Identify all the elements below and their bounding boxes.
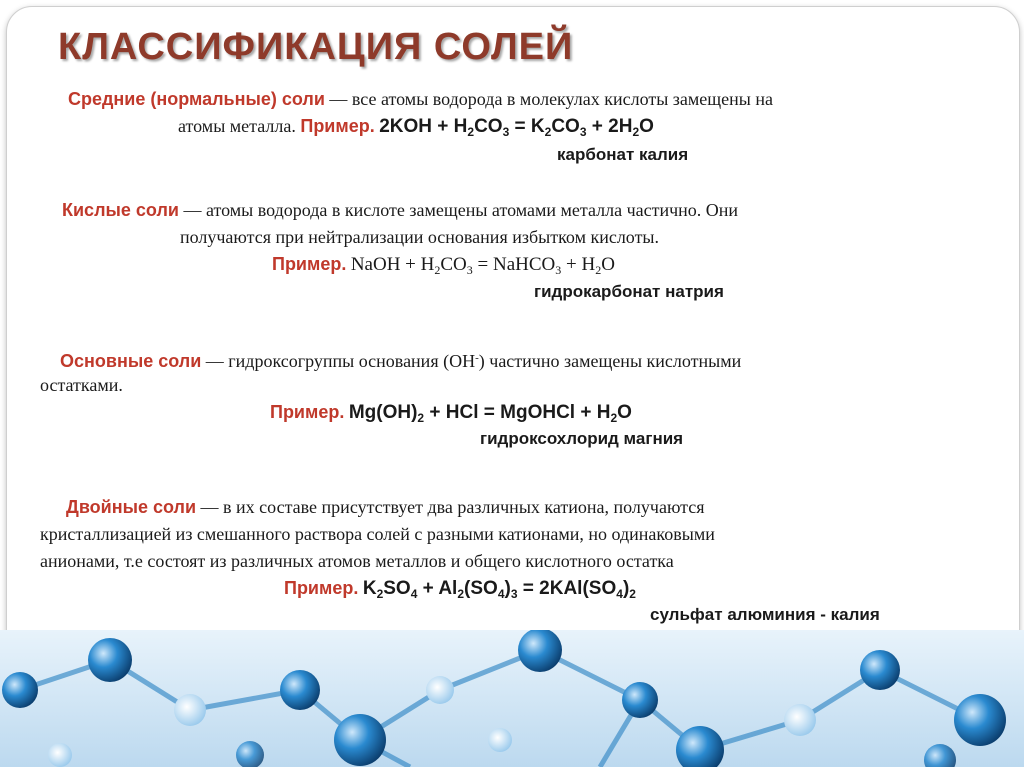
normal-salts-line2: [178, 113, 978, 146]
hydroxide-charge: -: [475, 352, 479, 364]
normal-salts-equation: $2KOH + H_2CO_3 = K_2CO_3 + 2H_2O$: [379, 116, 654, 139]
double-salts-definition-cont: кристаллизацией из смешанного раствора солей с разными катионами, но одинаковыми: [40, 524, 715, 544]
basic-salts-line1: [60, 345, 980, 375]
acid-salts-line1: [62, 197, 982, 224]
basic-salts-example-label: Пример.: [270, 402, 345, 422]
basic-salts-example: [270, 399, 970, 432]
basic-salts-definition: — гидроксогруппы основания (OH: [201, 351, 476, 371]
acid-salts-example: [272, 251, 972, 284]
double-salts-product-name: сульфат алюминия - калия: [650, 605, 880, 624]
normal-salts-example-label: Пример.: [300, 116, 375, 136]
basic-salts-definition-cont: остатками.: [40, 375, 123, 395]
molecules-decoration: [0, 630, 1024, 767]
basic-salts-product-name: гидроксохлорид магния: [480, 429, 684, 448]
double-salts-line2: [40, 521, 980, 548]
double-salts-equation: $K_2SO_4 + Al_2(SO_4)_3 = 2KAl(SO_4)_2$: [362, 578, 636, 601]
acid-salts-term: Кислые соли: [62, 200, 179, 220]
double-salts-definition-cont2: анионами, т.е состоят из различных атомов металлов и общего кислотного остатка: [40, 551, 674, 571]
normal-salts-definition-cont: атомы металла.: [178, 116, 301, 136]
basic-salts-equation: $Mg(OH)_2$ + HCl = MgOHCl + $H_2O$: [348, 402, 632, 425]
double-salts-example-label: Пример.: [284, 578, 359, 598]
acid-salts-definition-cont: получаются при нейтрализации основания избытком кислоты.: [180, 227, 660, 247]
double-salts-line1: [66, 494, 986, 521]
normal-salts-term: Средние (нормальные) соли: [68, 89, 325, 109]
double-salts-definition: — в их составе присутствует два различных катиона, получаются: [196, 497, 705, 517]
acid-salts-line2: [180, 224, 960, 251]
double-salts-line3: [40, 548, 980, 575]
acid-salts-equation: NaOH + $H_2CO_3$ = NaHCO$_3$ + $H_2O$: [350, 254, 615, 277]
basic-salts-term: Основные соли: [60, 351, 202, 371]
basic-salts-definition-b: ) частично замещены кислотными: [478, 351, 742, 371]
acid-salts-product-name: гидрокарбонат натрия: [534, 282, 724, 301]
page-title: КЛАССИФИКАЦИЯ СОЛЕЙ: [58, 26, 574, 68]
double-salts-example: [284, 575, 984, 608]
acid-salts-definition: — атомы водорода в кислоте замещены атомами металла частично. Они: [178, 200, 739, 220]
acid-salts-example-label: Пример.: [272, 254, 347, 274]
double-salts-term: Двойные соли: [66, 497, 197, 517]
normal-salts-product-name: карбонат калия: [557, 145, 689, 164]
normal-salts-definition: — все атомы водорода в молекулах кислоты замещены на: [324, 89, 773, 109]
normal-salts-line1: [68, 86, 968, 113]
basic-salts-line2: [40, 372, 640, 399]
